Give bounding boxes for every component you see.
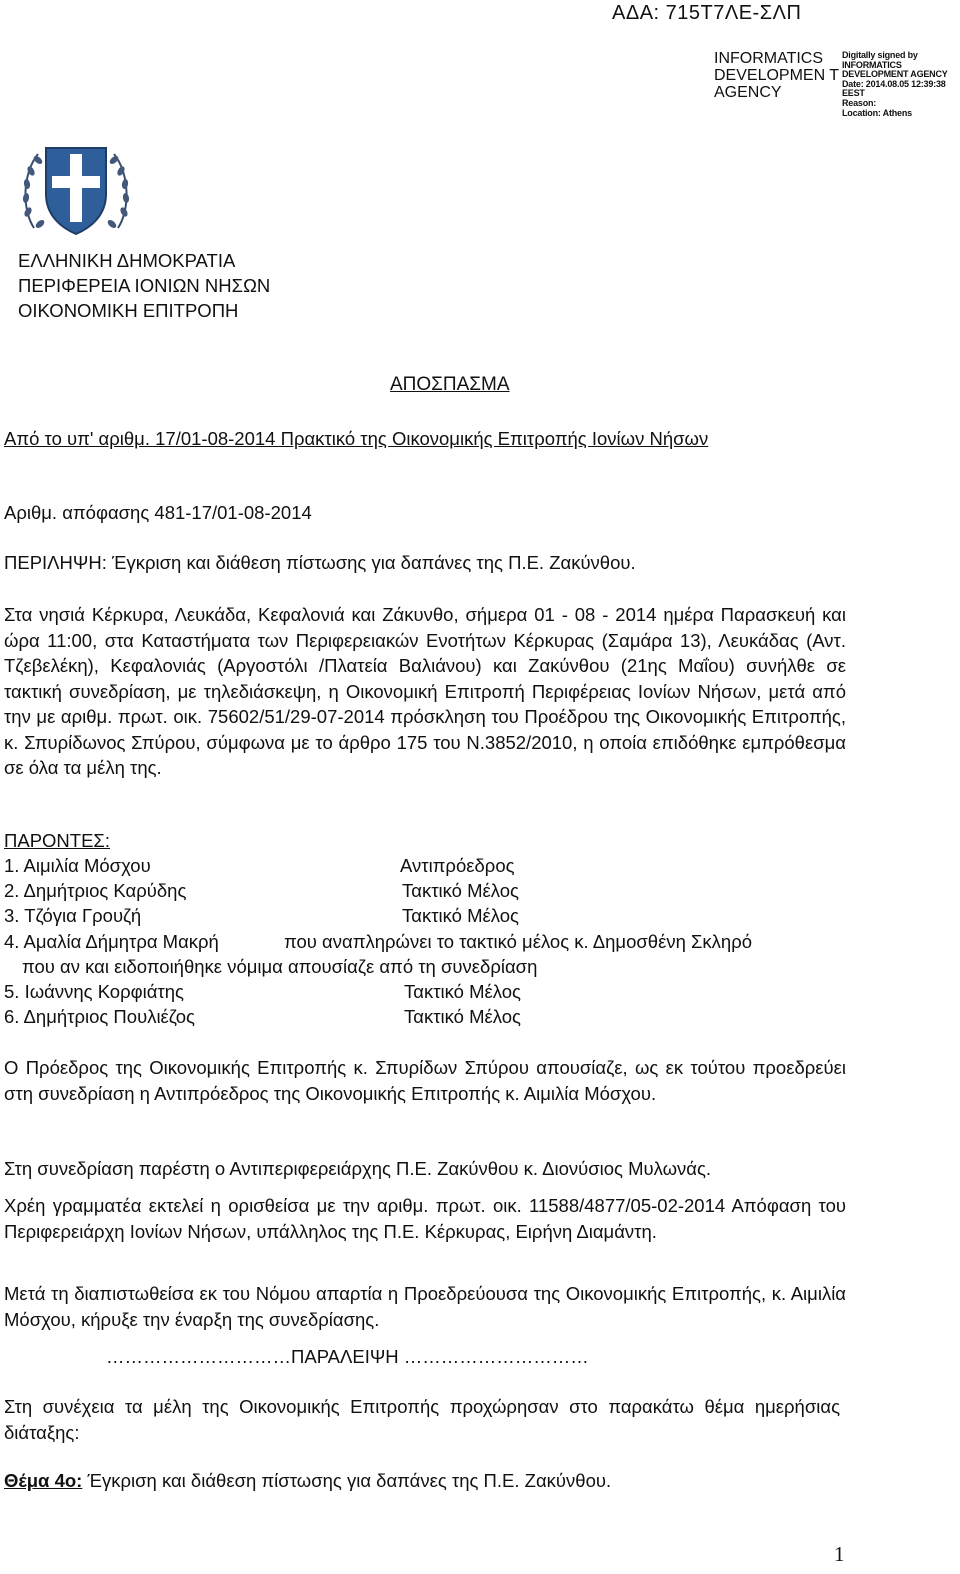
header-committee: ΟΙΚΟΝΟΜΙΚΗ ΕΠΙΤΡΟΠΗ — [18, 300, 239, 321]
member-role-continued: που αν και ειδοποιήθηκε νόμιμα απουσίαζε από τη συνεδρίαση — [22, 956, 538, 977]
header-region: ΠΕΡΙΦΕΡΕΙΑ ΙΟΝΙΩΝ ΝΗΣΩΝ — [18, 275, 271, 296]
signature-line: EEST — [842, 88, 865, 99]
topic — [4, 1470, 611, 1492]
topic-text: Έγκριση και διάθεση πίστωσης για δαπάνες της Π.Ε. Ζακύνθου. — [82, 1470, 612, 1491]
header-country: ΕΛΛΗΝΙΚΗ ΔΗΜΟΚΡΑΤΙΑ — [18, 250, 236, 271]
signature-line: DEVELOPMENT AGENCY — [842, 69, 948, 80]
signature-line: INFORMATICS — [842, 59, 902, 70]
member-name: 4. Αμαλία Δήμητρα Μακρή — [4, 931, 219, 952]
signature-line: Reason: — [842, 97, 877, 108]
page-number: 1 — [834, 1542, 845, 1566]
member-name: 1. Αιμιλία Μόσχου — [4, 855, 151, 876]
member-role: που αναπληρώνει το τακτικό μέλος κ. Δημοσθένη Σκληρό — [284, 931, 753, 952]
member-role: Τακτικό Μέλος — [404, 1006, 521, 1027]
topic-label: Θέμα 4ο: — [4, 1470, 83, 1491]
omission-marker: …………………………ΠΑΡΑΛΕΙΨΗ ………………………… — [106, 1346, 589, 1367]
summary-text: Έγκριση και διάθεση πίστωσης για δαπάνες της Π.Ε. Ζακύνθου. — [106, 552, 636, 573]
document-title: ΑΠΟΣΠΑΣΜΑ — [390, 374, 510, 395]
member-role: Τακτικό Μέλος — [402, 905, 519, 926]
secretary-paragraph: Χρέη γραμματέα εκτελεί η ορισθείσα με την αριθμ. πρωτ. οικ. 11588/4877/05-02-2014 Απόφαση του Περιφερειάρχη Ιονίων Νήσων, υπάλληλος της Π.Ε. Κέρκυρας, Ειρήνη Διαμάντη. — [4, 1195, 846, 1242]
signature-line: Digitally signed by — [842, 50, 918, 60]
summary-label: ΠΕΡΙΛΗΨΗ: — [4, 552, 107, 573]
signature-line: Date: 2014.08.05 12:39:38 — [842, 78, 946, 89]
member-name: 5. Ιωάννης Κορφιάτης — [4, 981, 184, 1002]
proceed-paragraph: Στη συνέχεια τα μέλη της Οικονομικής Επιτροπής προχώρησαν στο παρακάτω θέμα ημερήσιας διάταξης: — [4, 1396, 840, 1443]
summary — [4, 552, 636, 574]
ada-code: ΑΔΑ: 715Τ7ΛΕ-ΣΛΠ — [612, 2, 802, 24]
decision-number: Αριθμ. απόφασης 481-17/01-08-2014 — [4, 502, 312, 523]
member-name: 2. Δημήτριος Καρύδης — [4, 880, 187, 901]
intro-paragraph: Στα νησιά Κέρκυρα, Λευκάδα, Κεφαλονιά και Ζάκυνθο, σήμερα 01 - 08 - 2014 ημέρα Παρασκευή και ώρα 11:00, στα Καταστήματα των Περιφερειακών Ενοτήτων Κέρκυρας (Σαμάρα 13), Λευκάδας (Αντ. Τζεβελέκη), Κεφαλονιάς (Αργοστόλι /Πλατεία Βαλιάνου) και Ζακύνθου (21ης Μαΐου) συνήλθε σε τακτική συνεδρίαση, με τηλεδιάσκεψη, η Οικονομική Επιτροπή Περιφέρειας Ιονίων Νήσων, μετά από την με αριθμ. πρωτ. οικ. 75602/51/29-07-2014 πρόσκληση του Προέδρου της Οικονομικής Επιτροπής, κ. Σπυρίδωνος Σπύρου, σύμφωνα με το άρθρο 175 του Ν.3852/2010, η οποία επιδόθηκε εμπρόθεσμα σε όλα τα μέλη της. — [4, 604, 846, 778]
member-name: 6. Δημήτριος Πουλιέζος — [4, 1006, 195, 1027]
quorum-paragraph: Μετά τη διαπιστωθείσα εκ του Νόμου απαρτία η Προεδρεύουσα της Οικονομικής Επιτροπής, κ. Αιμιλία Μόσχου, κήρυξε την έναρξη της συνεδρίασης. — [4, 1283, 846, 1330]
chair-paragraph: Ο Πρόεδρος της Οικονομικής Επιτροπής κ. Σπυρίδων Σπύρου απουσίαζε, ως εκ τούτου προεδρεύει στη συνεδρίαση η Αντιπρόεδρος της Οικονομικής Επιτροπής κ. Αιμιλία Μόσχου. — [4, 1057, 846, 1104]
member-role: Αντιπρόεδρος — [400, 855, 515, 876]
greek-coat-of-arms-emblem — [20, 140, 132, 240]
vice-governor-paragraph: Στη συνεδρίαση παρέστη ο Αντιπεριφερειάρχης Π.Ε. Ζακύνθου κ. Διονύσιος Μυλωνάς. — [4, 1158, 712, 1179]
member-role: Τακτικό Μέλος — [402, 880, 519, 901]
signature-line: Location: Athens — [842, 107, 912, 118]
signer-name: INFORMATICS DEVELOPMEN T AGENCY — [714, 50, 839, 101]
digital-signature-details — [842, 51, 960, 118]
present-label: ΠΑΡΟΝΤΕΣ: — [4, 830, 111, 851]
minutes-reference: Από το υπ' αριθμ. 17/01-08-2014 Πρακτικό της Οικονομικής Επιτροπής Ιονίων Νήσων — [4, 428, 709, 449]
member-name: 3. Τζόγια Γρουζή — [4, 905, 142, 926]
member-role: Τακτικό Μέλος — [404, 981, 521, 1002]
